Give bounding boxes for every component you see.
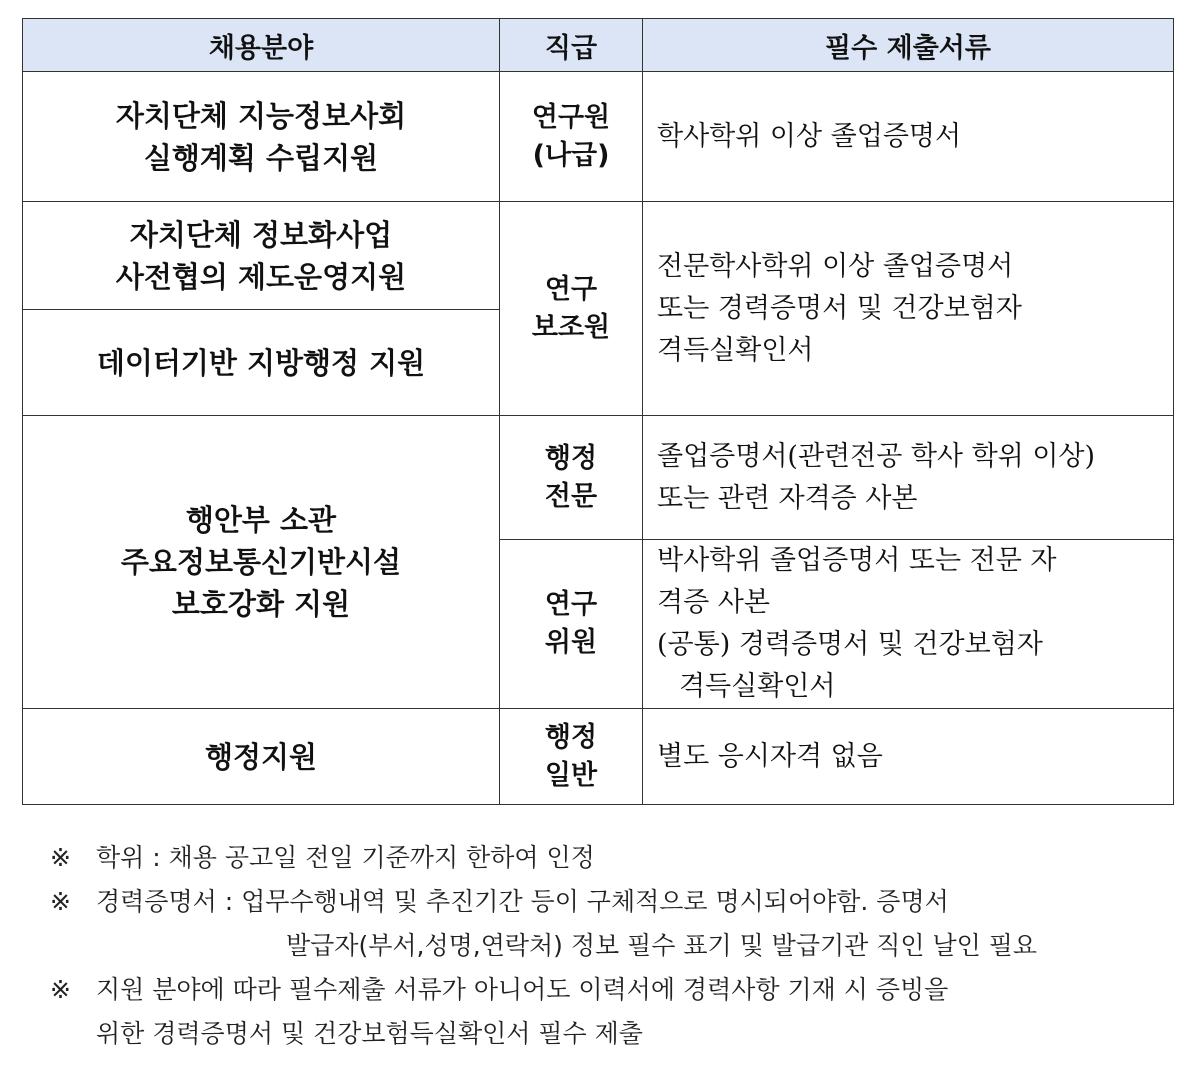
grade-cell: 연구 위원: [500, 540, 643, 709]
recruitment-table: [22, 18, 1174, 805]
reference-mark: ※: [50, 843, 71, 872]
notes-section: [50, 836, 1160, 1056]
reference-mark: ※: [50, 887, 71, 916]
field-cell: 자치단체 지능정보사회 실행계획 수립지원: [23, 72, 500, 202]
note-submission: ※ 지원 분야에 따라 필수제출 서류가 아니어도 이력서에 경력사항 기재 시 증빙을: [50, 968, 1160, 1012]
grade-cell: 연구원 (나급): [500, 72, 643, 202]
docs-cell: 전문학사학위 이상 졸업증명서 또는 경력증명서 및 건강보험자 격득실확인서: [643, 202, 1174, 416]
docs-cell: 박사학위 졸업증명서 또는 전문 자 격증 사본 (공통) 경력증명서 및 건강보험자 격득실확인서: [643, 540, 1174, 709]
grade-cell: 행정 일반: [500, 709, 643, 805]
field-cell: 행정지원: [23, 709, 500, 805]
docs-cell: 별도 응시자격 없음: [643, 709, 1174, 805]
field-cell: 데이터기반 지방행정 지원: [23, 310, 500, 416]
header-row: [23, 19, 1174, 72]
note-submission-cont: 위한 경력증명서 및 건강보험득실확인서 필수 제출: [96, 1019, 643, 1048]
docs-cell: 학사학위 이상 졸업증명서: [643, 72, 1174, 202]
note-degree: ※ 학위 : 채용 공고일 전일 기준까지 한하여 인정: [50, 836, 1160, 880]
field-cell: 자치단체 정보화사업 사전협의 제도운영지원: [23, 202, 500, 310]
field-cell: 행안부 소관 주요정보통신기반시설 보호강화 지원: [23, 416, 500, 709]
table-row: [23, 416, 1174, 540]
docs-cell: 졸업증명서(관련전공 학사 학위 이상) 또는 관련 자격증 사본: [643, 416, 1174, 540]
header-grade: 직급: [500, 19, 643, 72]
header-field: 채용분야: [23, 19, 500, 72]
header-docs: 필수 제출서류: [643, 19, 1174, 72]
note-career-certificate-cont: 발급자(부서,성명,연락처) 정보 필수 표기 및 발급기관 직인 날인 필요: [286, 931, 1038, 960]
table-row: [23, 709, 1174, 805]
note-career-certificate: ※ 경력증명서 : 업무수행내역 및 추진기간 등이 구체적으로 명시되어야함. 증명서: [50, 880, 1160, 924]
grade-cell: 행정 전문: [500, 416, 643, 540]
grade-cell: 연구 보조원: [500, 202, 643, 416]
reference-mark: ※: [50, 975, 71, 1004]
table-row: [23, 72, 1174, 202]
table-row: [23, 202, 1174, 310]
